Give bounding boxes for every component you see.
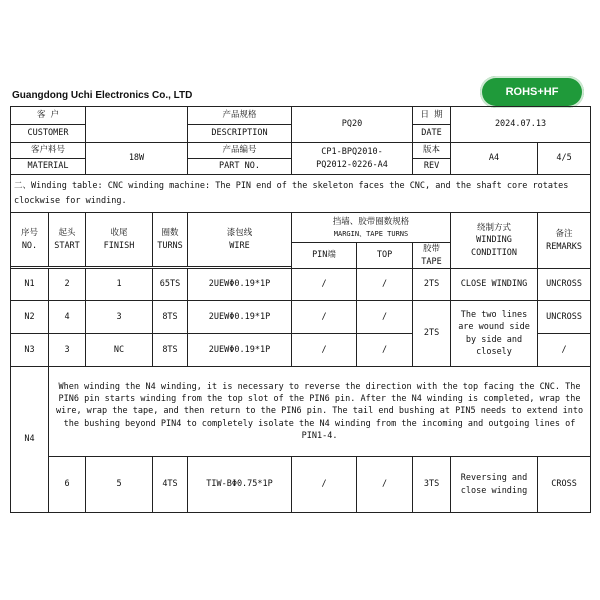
- material-label-en: MATERIAL: [11, 159, 86, 175]
- partno-value-line2: PQ2012-0226-A4: [316, 159, 388, 170]
- row-wire: 2UEWΦ0.19*1P: [188, 301, 292, 334]
- description-label-en: DESCRIPTION: [188, 125, 292, 143]
- material-label-cn: 客户料号: [11, 143, 86, 159]
- partno-label-cn: 产品编号: [188, 143, 292, 159]
- spec-sheet-table: [10, 106, 591, 513]
- rohs-hf-badge: ROHS+HF: [480, 76, 584, 108]
- col-winding-condition: 绕制方式 WINDING CONDITION: [451, 213, 538, 269]
- n4-note: When winding the N4 winding, it is necessary to reverse the direction with the top facing the CNC. The PIN6 pin starts winding from the top slot of the PIN6 pin. After the N4 winding is completed, wrap the wire, wrap the tape, and then return to the PIN6 pin. The tail end bushing at PIN5 needs to extend into the bushing beyond PIN4 to completely isolate the N4 winding from the incoming and outgoing lines of PIN1-4.: [49, 367, 591, 457]
- row-start: 6: [49, 457, 86, 513]
- col-no: 序号 NO.: [11, 213, 49, 267]
- row-top: /: [357, 457, 413, 513]
- partno-value: [292, 143, 413, 175]
- n4-label: N4: [11, 367, 49, 513]
- col-start: 起头 START: [49, 213, 86, 267]
- col-tape: 胶带 TAPE: [413, 243, 451, 269]
- row-remarks: UNCROSS: [538, 301, 591, 334]
- company-name: Guangdong Uchi Electronics Co., LTD: [12, 90, 193, 101]
- row-start: 3: [49, 334, 86, 367]
- row-finish: NC: [86, 334, 153, 367]
- row-finish: 5: [86, 457, 153, 513]
- row-tape-shared: 2TS: [413, 301, 451, 367]
- row-turns: 4TS: [153, 457, 188, 513]
- page-value: 4/5: [538, 143, 591, 175]
- row-finish: 1: [86, 269, 153, 301]
- col-margin-tape: 挡墙、胶带圈数规格 MARGIN、TAPE TURNS: [292, 213, 451, 243]
- date-value: 2024.07.13: [451, 107, 591, 143]
- row-remarks: CROSS: [538, 457, 591, 513]
- row-wire: TIW-BΦ0.75*1P: [188, 457, 292, 513]
- row-tape: 2TS: [413, 269, 451, 301]
- row-condition: CLOSE WINDING: [451, 269, 538, 301]
- row-top: /: [357, 334, 413, 367]
- table-row: [11, 457, 591, 513]
- row-remarks: /: [538, 334, 591, 367]
- rev-label-cn: 版本: [413, 143, 451, 159]
- row-top: /: [357, 269, 413, 301]
- row-pin: /: [292, 334, 357, 367]
- date-label-cn: 日 期: [413, 107, 451, 125]
- partno-value-line1: CP1-BPQ2010-: [321, 147, 383, 158]
- customer-label-en: CUSTOMER: [11, 125, 86, 143]
- row-pin: /: [292, 457, 357, 513]
- row-start: 4: [49, 301, 86, 334]
- col-remarks: 备注 REMARKS: [538, 213, 591, 269]
- row-wire: 2UEWΦ0.19*1P: [188, 334, 292, 367]
- date-label-en: DATE: [413, 125, 451, 143]
- row-no: N3: [11, 334, 49, 367]
- row-tape: 3TS: [413, 457, 451, 513]
- partno-label-en: PART NO.: [188, 159, 292, 175]
- customer-value: [86, 107, 188, 143]
- col-finish: 收尾 FINISH: [86, 213, 153, 267]
- rev-label-en: REV: [413, 159, 451, 175]
- row-wire: 2UEWΦ0.19*1P: [188, 269, 292, 301]
- col-top: TOP: [357, 243, 413, 269]
- table-row: [11, 301, 591, 334]
- material-value: 18W: [86, 143, 188, 175]
- rev-value: A4: [451, 143, 538, 175]
- winding-table-note: 二、Winding table: CNC winding machine: The PIN end of the skeleton faces the CNC, and the shaft core rotates clockwise for winding.: [11, 175, 591, 213]
- row-pin: /: [292, 269, 357, 301]
- customer-label-cn: 客 户: [11, 107, 86, 125]
- row-top: /: [357, 301, 413, 334]
- row-no: N2: [11, 301, 49, 334]
- col-pin-side: PIN端: [292, 243, 357, 269]
- col-turns: 圈数 TURNS: [153, 213, 188, 267]
- row-condition-shared: The two lines are wound side by side and closely: [451, 301, 538, 367]
- row-no: N1: [11, 269, 49, 301]
- col-wire: 漆包线 WIRE: [188, 213, 292, 267]
- row-finish: 3: [86, 301, 153, 334]
- description-label-cn: 产品规格: [188, 107, 292, 125]
- description-value: PQ20: [292, 107, 413, 143]
- table-row: [11, 269, 591, 301]
- row-pin: /: [292, 301, 357, 334]
- row-turns: 8TS: [153, 301, 188, 334]
- row-condition: Reversing and close winding: [451, 457, 538, 513]
- row-start: 2: [49, 269, 86, 301]
- row-remarks: UNCROSS: [538, 269, 591, 301]
- row-turns: 65TS: [153, 269, 188, 301]
- row-turns: 8TS: [153, 334, 188, 367]
